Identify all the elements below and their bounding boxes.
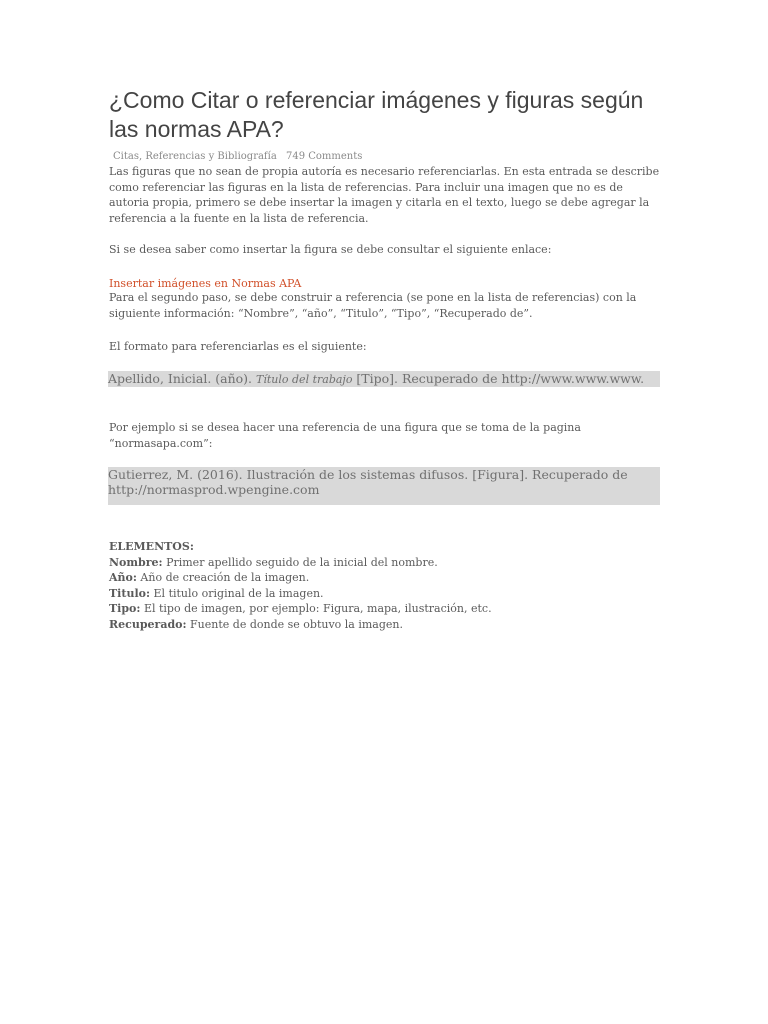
- page-title: ¿Como Citar o referenciar imágenes y figuras según las normas APA?: [109, 87, 644, 142]
- element-text: Año de creación de la imagen.: [136, 571, 310, 584]
- insert-images-link[interactable]: Insertar imágenes en Normas APA: [109, 277, 302, 290]
- element-item-recuperado: [109, 617, 661, 633]
- intro-paragraph: Las figuras que no sean de propia autoría es necesario referenciarlas. En esta entrada se describe como referenciar las figuras en la lista de referencias. Para incluir una imagen que no es de autoria propia, primero se debe insertar la imagen y citarla en el texto, luego se debe agregar la referencia a la fuente en la lista de referencia.: [109, 165, 660, 225]
- element-item-anio: [109, 570, 661, 586]
- element-text: Fuente de donde se obtuvo la imagen.: [186, 617, 403, 631]
- elements-list: [109, 539, 661, 632]
- post-meta: [113, 150, 368, 163]
- element-label: Recuperado:: [109, 617, 187, 631]
- format-example-box: [108, 371, 660, 387]
- element-text: Primer apellido seguido de la inicial del nombre.: [162, 555, 438, 569]
- element-label: Nombre:: [109, 555, 163, 569]
- element-text: El titulo original de la imagen.: [150, 586, 324, 600]
- example-reference-box: [108, 467, 660, 505]
- element-item-titulo: [109, 586, 661, 602]
- format-example-after: [Tipo]. Recuperado de http://www.www.www.: [352, 371, 645, 386]
- element-label: Año:: [109, 571, 137, 584]
- elements-heading: ELEMENTOS:: [109, 540, 194, 553]
- example-intro: Por ejemplo si se desea hacer una referencia de una figura que se toma de la pagina “normasapa.com”:: [109, 421, 581, 450]
- element-text: El tipo de imagen, por ejemplo: Figura, mapa, ilustración, etc.: [140, 602, 492, 615]
- example-reference: Gutierrez, M. (2016). Ilustración de los sistemas difusos. [Figura]. Recuperado de http://normasprod.wpengine.com: [108, 467, 628, 497]
- element-label: Titulo:: [109, 586, 151, 600]
- element-item-tipo: [109, 601, 661, 617]
- format-example-before: Apellido, Inicial. (año).: [108, 371, 257, 386]
- link-intro: Si se desea saber como insertar la figura se debe consultar el siguiente enlace:: [109, 243, 552, 256]
- category-link[interactable]: Citas, Referencias y Bibliografía: [113, 151, 277, 162]
- comments-count[interactable]: 749 Comments: [285, 151, 363, 162]
- format-example-italic: Título del trabajo: [256, 373, 353, 386]
- element-label: Tipo:: [109, 602, 141, 615]
- element-item-nombre: [109, 555, 661, 571]
- format-intro: El formato para referenciarlas es el siguiente:: [109, 340, 367, 353]
- step-two-paragraph: Para el segundo paso, se debe construir a referencia (se pone en la lista de referencias) con la siguiente información: “Nombre”, “año”, “Titulo”, “Tipo”, “Recuperado de”.: [109, 291, 637, 320]
